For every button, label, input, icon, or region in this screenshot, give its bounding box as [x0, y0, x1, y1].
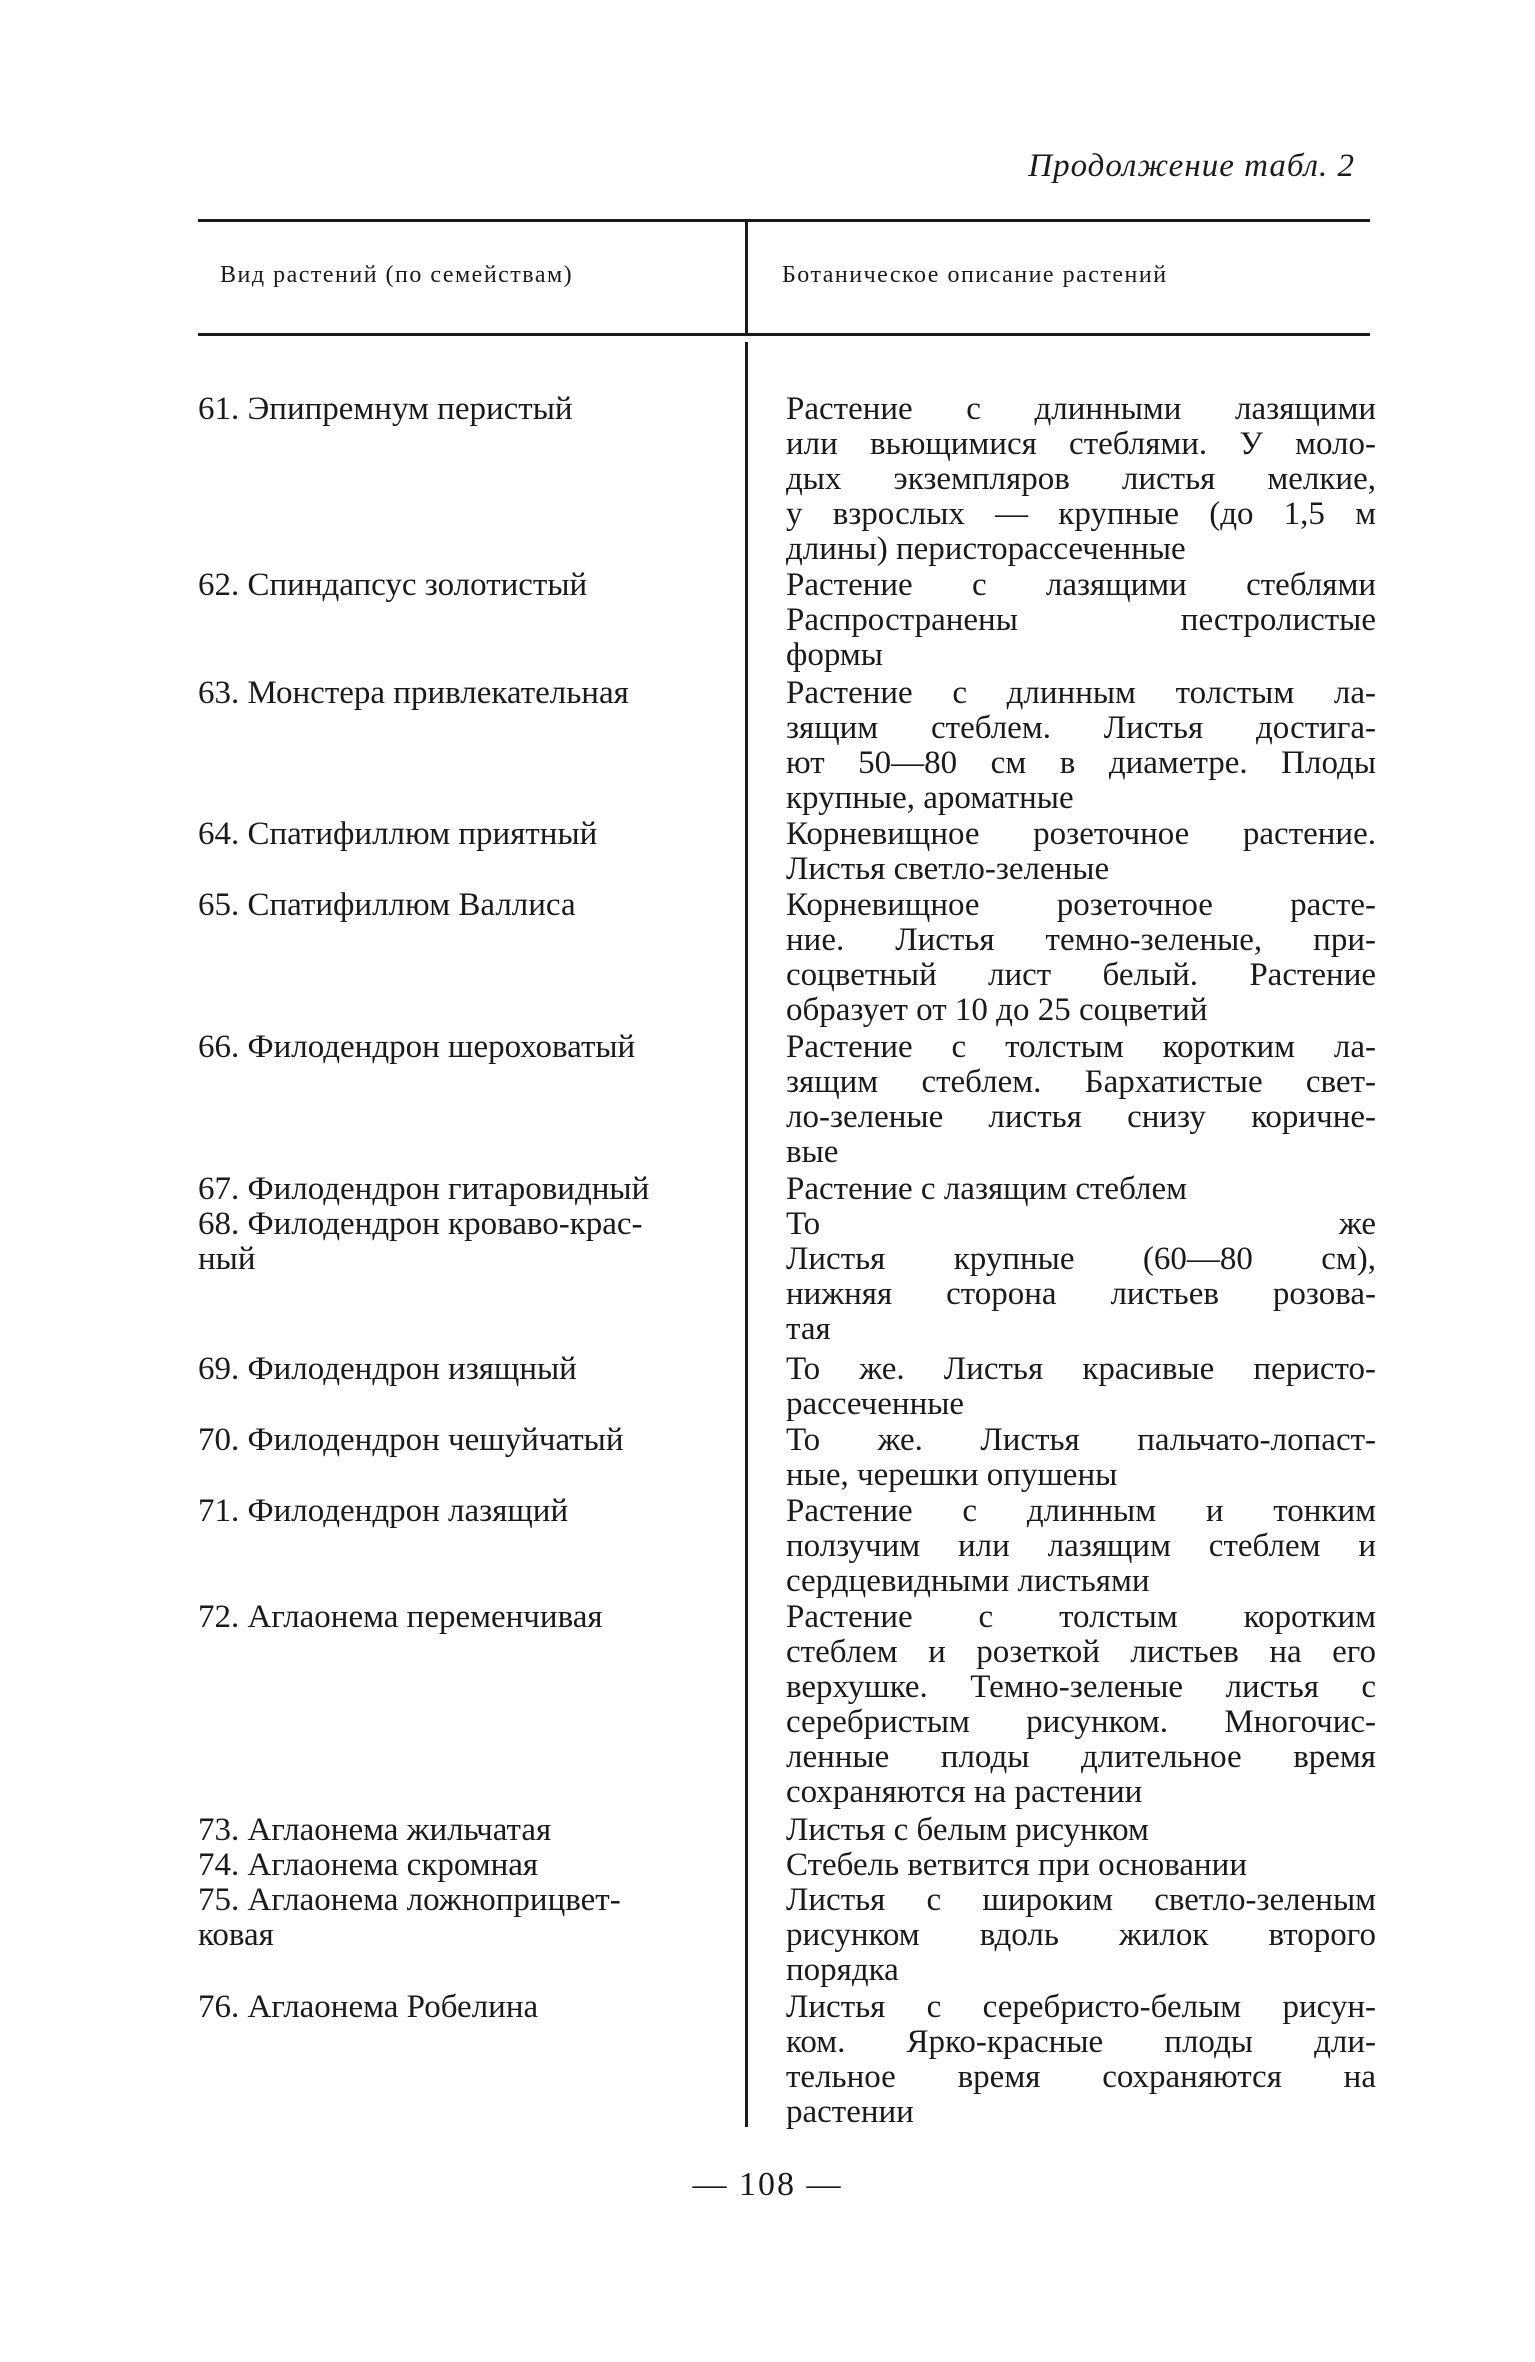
description-line: Листья с белым рисунком: [786, 1812, 1149, 1848]
table-header-vertical-divider: [745, 222, 748, 333]
description-line: рисунком вдоль жилок второго: [786, 1917, 1376, 1953]
species-name: [198, 1352, 728, 1387]
description-line: формы: [786, 637, 883, 673]
description-line: образует от 10 до 25 соцветий: [786, 992, 1208, 1028]
species-name: [198, 888, 728, 923]
botanical-description: [786, 1990, 1535, 2130]
description-line: крупные, ароматные: [786, 780, 1074, 816]
description-line: нижняя сторона листьев розова-: [786, 1276, 1376, 1312]
description-line: у взрослых — крупные (до 1,5 м: [786, 496, 1376, 532]
page-number: — 108 —: [692, 2166, 843, 2203]
column-header-description: Ботаническое описание растений: [782, 262, 1168, 288]
botanical-description: [786, 1172, 1535, 1207]
botanical-description: [786, 1423, 1535, 1493]
description-line: Растение с длинным толстым ла-: [786, 675, 1376, 711]
botanical-description: [786, 1207, 1535, 1347]
description-line: вые: [786, 1134, 839, 1170]
species-line: 72. Аглаонема переменчивая: [198, 1599, 603, 1635]
species-name: [198, 1990, 728, 2025]
table-top-rule: [198, 219, 1370, 222]
botanical-description: [786, 888, 1535, 1028]
species-line: 71. Филодендрон лазящий: [198, 1493, 569, 1529]
table-body-vertical-divider: [745, 342, 748, 2127]
description-line: соцветный лист белый. Растение: [786, 957, 1376, 993]
botanical-description: [786, 1030, 1535, 1170]
botanical-description: [786, 1494, 1535, 1599]
species-name: [198, 1423, 728, 1458]
species-name: [198, 1494, 728, 1529]
botanical-description: [786, 392, 1535, 567]
description-line: тельное время сохраняются на: [786, 2059, 1376, 2095]
description-line: порядка: [786, 1952, 899, 1988]
species-name: [198, 1207, 728, 1277]
species-line: 75. Аглаонема ложноприцвет-: [198, 1882, 621, 1918]
description-line: зящим стеблем. Листья достига-: [786, 710, 1376, 746]
description-line: Листья с серебристо-белым рисун-: [786, 1989, 1376, 2025]
description-line: Растение с длинными лазящими: [786, 391, 1376, 427]
description-line: зящим стеблем. Бархатистые свет-: [786, 1064, 1376, 1100]
species-name: [198, 1883, 728, 1953]
description-line: рассеченные: [786, 1386, 965, 1422]
table-header-bottom-rule: [198, 333, 1370, 336]
botanical-description: [786, 568, 1535, 673]
species-line: 65. Спатифиллюм Валлиса: [198, 887, 576, 923]
description-line: длины) перисторассеченные: [786, 531, 1186, 567]
description-line: растении: [786, 2094, 914, 2130]
description-line: ные, черешки опушены: [786, 1457, 1118, 1493]
species-name: [198, 1172, 728, 1207]
description-line: дых экземпляров листья мелкие,: [786, 461, 1376, 497]
species-line: 74. Аглаонема скромная: [198, 1847, 539, 1883]
description-line: То же. Листья пальчато-лопаст-: [786, 1422, 1376, 1458]
description-line: стеблем и розеткой листьев на его: [786, 1634, 1376, 1670]
species-line: 61. Эпипремнум перистый: [198, 391, 573, 427]
species-line: ковая: [198, 1917, 274, 1953]
description-line: ползучим или лазящим стеблем и: [786, 1528, 1376, 1564]
species-name: [198, 1848, 728, 1883]
description-line: ленные плоды длительное время: [786, 1739, 1376, 1775]
description-line: верхушке. Темно-зеленые листья с: [786, 1669, 1376, 1705]
species-line: ный: [198, 1241, 256, 1277]
description-line: ло-зеленые листья снизу коричне-: [786, 1099, 1376, 1135]
description-line: То же: [786, 1206, 1376, 1242]
description-line: Растение с длинным и тонким: [786, 1493, 1376, 1529]
botanical-description: [786, 1600, 1535, 1810]
description-line: ют 50—80 см в диаметре. Плоды: [786, 745, 1376, 781]
species-line: 67. Филодендрон гитаровидный: [198, 1171, 650, 1207]
description-line: серебристым рисунком. Многочис-: [786, 1704, 1376, 1740]
description-line: Распространены пестролистые: [786, 602, 1376, 638]
species-line: 73. Аглаонема жильчатая: [198, 1812, 552, 1848]
species-name: [198, 568, 728, 603]
description-line: Листья светло-зеленые: [786, 851, 1110, 887]
species-line: 69. Филодендрон изящный: [198, 1351, 577, 1387]
description-line: Растение с толстым коротким: [786, 1599, 1376, 1635]
botanical-description: [786, 1848, 1535, 1883]
species-name: [198, 676, 728, 711]
description-line: сохраняются на растении: [786, 1774, 1143, 1810]
description-line: ком. Ярко-красные плоды дли-: [786, 2024, 1376, 2060]
species-name: [198, 1600, 728, 1635]
description-line: То же. Листья красивые перисто-: [786, 1351, 1376, 1387]
botanical-description: [786, 1813, 1535, 1848]
description-line: или вьющимися стеблями. У моло-: [786, 426, 1376, 462]
botanical-description: [786, 1883, 1535, 1988]
description-line: Растение с лазящим стеблем: [786, 1171, 1188, 1207]
description-line: Растение с лазящими стеблями: [786, 567, 1376, 603]
species-name: [198, 392, 728, 427]
species-line: 63. Монстера привлекательная: [198, 675, 629, 711]
description-line: Листья с широким светло-зеленым: [786, 1882, 1376, 1918]
description-line: сердцевидными листьями: [786, 1563, 1150, 1599]
continuation-caption: Продолжение табл. 2: [1028, 148, 1355, 184]
species-name: [198, 1813, 728, 1848]
description-line: ние. Листья темно-зеленые, при-: [786, 922, 1376, 958]
species-name: [198, 1030, 728, 1065]
species-line: 66. Филодендрон шероховатый: [198, 1029, 636, 1065]
botanical-description: [786, 1352, 1535, 1422]
description-line: Корневищное розеточное расте-: [786, 887, 1376, 923]
botanical-description: [786, 817, 1535, 887]
description-line: Листья крупные (60—80 см),: [786, 1241, 1376, 1277]
species-line: 70. Филодендрон чешуйчатый: [198, 1422, 624, 1458]
species-line: 64. Спатифиллюм приятный: [198, 816, 598, 852]
column-header-species: Вид растений (по семействам): [220, 262, 574, 288]
botanical-description: [786, 676, 1535, 816]
description-line: тая: [786, 1311, 831, 1347]
species-line: 76. Аглаонема Робелина: [198, 1989, 539, 2025]
description-line: Корневищное розеточное растение.: [786, 816, 1376, 852]
species-line: 62. Спиндапсус золотистый: [198, 567, 588, 603]
description-line: Растение с толстым коротким ла-: [786, 1029, 1376, 1065]
species-name: [198, 817, 728, 852]
description-line: Стебель ветвится при основании: [786, 1847, 1247, 1883]
species-line: 68. Филодендрон кроваво-крас-: [198, 1206, 643, 1242]
